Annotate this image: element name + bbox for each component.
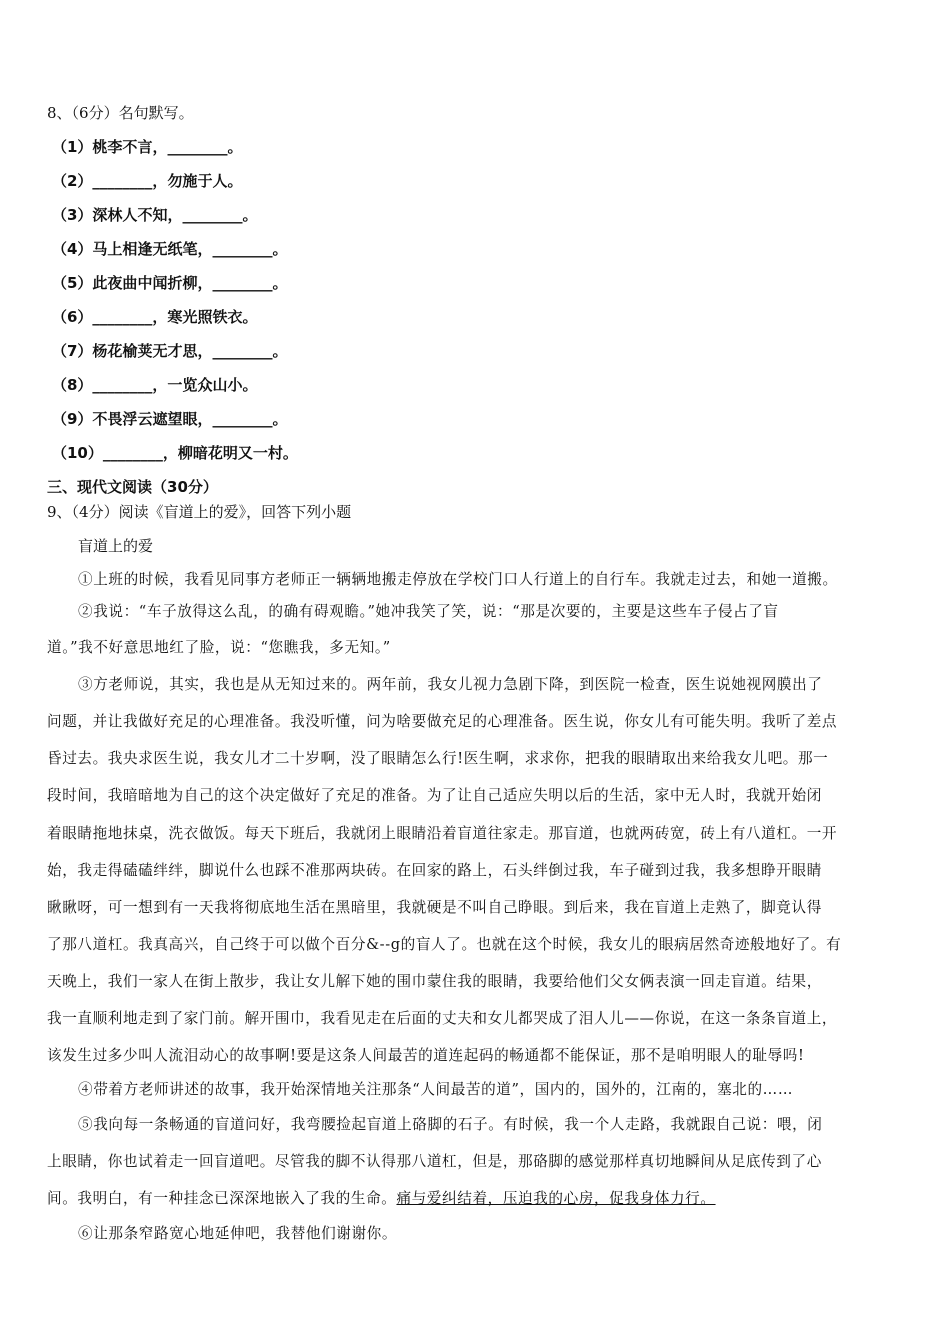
article-title: 盲道上的爱 <box>78 537 154 555</box>
article-line-mixed <box>47 1189 905 1209</box>
fill-blank-item: （2）________，勿施于人。 <box>52 172 243 190</box>
underlined-sentence: 痛与爱纠结着，压迫我的心房，促我身体力行。 <box>396 1190 716 1207</box>
fill-blank-item: （10）________，柳暗花明又一村。 <box>52 444 298 462</box>
article-line: 天晚上，我们一家人在街上散步，我让女儿解下她的围巾蒙住我的眼睛，我要给他们父女俩表演一回走盲道。结果， <box>47 973 822 990</box>
article-line: 道。”我不好意思地红了脸，说：“您瞧我，多无知。” <box>47 639 391 656</box>
fill-blank-item: （6）________，寒光照铁衣。 <box>52 308 258 326</box>
article-line: 昏过去。我央求医生说，我女儿才二十岁啊，没了眼睛怎么行!医生啊，求求你，把我的眼睛取出来给我女儿吧。那一 <box>47 750 829 767</box>
article-line: 瞅瞅呀，可一想到有一天我将彻底地生活在黑暗里，我就硬是不叫自己睁眼。到后来，我在盲道上走熟了，脚竟认得 <box>47 899 822 916</box>
article-line: 我一直顺利地走到了家门前。解开围巾，我看见走在后面的丈夫和女儿都哭成了泪人儿——你说，在这一条条盲道上， <box>47 1010 838 1027</box>
article-line: ⑥让那条窄路宽心地延伸吧，我替他们谢谢你。 <box>78 1225 398 1242</box>
article-line: 始，我走得磕磕绊绊，脚说什么也踩不准那两块砖。在回家的路上，石头绊倒过我，车子碰到过我，我多想睁开眼睛 <box>47 862 822 879</box>
question-8-header-text: 8、（6分）名句默写。 <box>47 104 194 122</box>
article-line: ①上班的时候，我看见同事方老师正一辆辆地搬走停放在学校门口人行道上的自行车。我就走过去，和她一道搬。 <box>78 571 838 588</box>
article-line: ⑤我向每一条畅通的盲道问好，我弯腰捡起盲道上硌脚的石子。有时候，我一个人走路，我就跟自己说：喂，闭 <box>78 1116 823 1133</box>
fill-blank-item: （4）马上相逢无纸笔，________。 <box>52 240 288 258</box>
article-line: ④带着方老师讲述的故事，我开始深情地关注那条“人间最苦的道”，国内的，国外的，江南的，塞北的…… <box>78 1081 794 1098</box>
article-line: ②我说：“车子放得这么乱，的确有碍观瞻。”她冲我笑了笑，说：“那是次要的，主要是这些车子侵占了盲 <box>78 603 779 620</box>
fill-blank-item: （3）深林人不知，________。 <box>52 206 258 224</box>
fill-blank-item: （9）不畏浮云遮望眼，________。 <box>52 410 288 428</box>
article-line: 着眼睛拖地抹桌，洗衣做饭。每天下班后，我就闭上眼睛沿着盲道往家走。那盲道，也就两砖宽，砖上有八道杠。一开 <box>47 825 838 842</box>
article-line: 了那八道杠。我真高兴，自己终于可以做个百分&--g的盲人了。也就在这个时候，我女儿的眼病居然奇迹般地好了。有 <box>47 936 842 953</box>
article-line: 段时间，我暗暗地为自己的这个决定做好了充足的准备。为了让自己适应失明以后的生活，家中无人时，我就开始闭 <box>47 787 822 804</box>
section-title: 三、现代文阅读（30分） <box>47 478 218 496</box>
article-line: 间。我明白，有一种挂念已深深地嵌入了我的生命。 <box>47 1190 397 1207</box>
article-line: 问题，并让我做好充足的心理准备。我没听懂，问为啥要做充足的心理准备。医生说，你女儿有可能失明。我听了差点 <box>47 713 838 730</box>
article-line: 该发生过多少叫人流泪动心的故事啊!要是这条人间最苦的道连起码的畅通都不能保证，那不是咱明眼人的耻辱吗! <box>47 1047 805 1064</box>
fill-blank-item: （8）________，一览众山小。 <box>52 376 258 394</box>
fill-blank-item: （7）杨花榆荚无才思，________。 <box>52 342 288 360</box>
fill-blank-item: （5）此夜曲中闻折柳，________。 <box>52 274 288 292</box>
fill-blank-item: （1）桃李不言，________。 <box>52 138 243 156</box>
article-line: 上眼睛，你也试着走一回盲道吧。尽管我的脚不认得那八道杠，但是，那硌脚的感觉那样真切地瞬间从足底传到了心 <box>47 1153 822 1170</box>
article-line: ③方老师说，其实，我也是从无知过来的。两年前，我女儿视力急剧下降，到医院一检查，医生说她视网膜出了 <box>78 676 823 693</box>
question-8-header <box>47 103 194 123</box>
question-9-header: 9、（4分）阅读《盲道上的爱》，回答下列小题 <box>47 503 352 521</box>
